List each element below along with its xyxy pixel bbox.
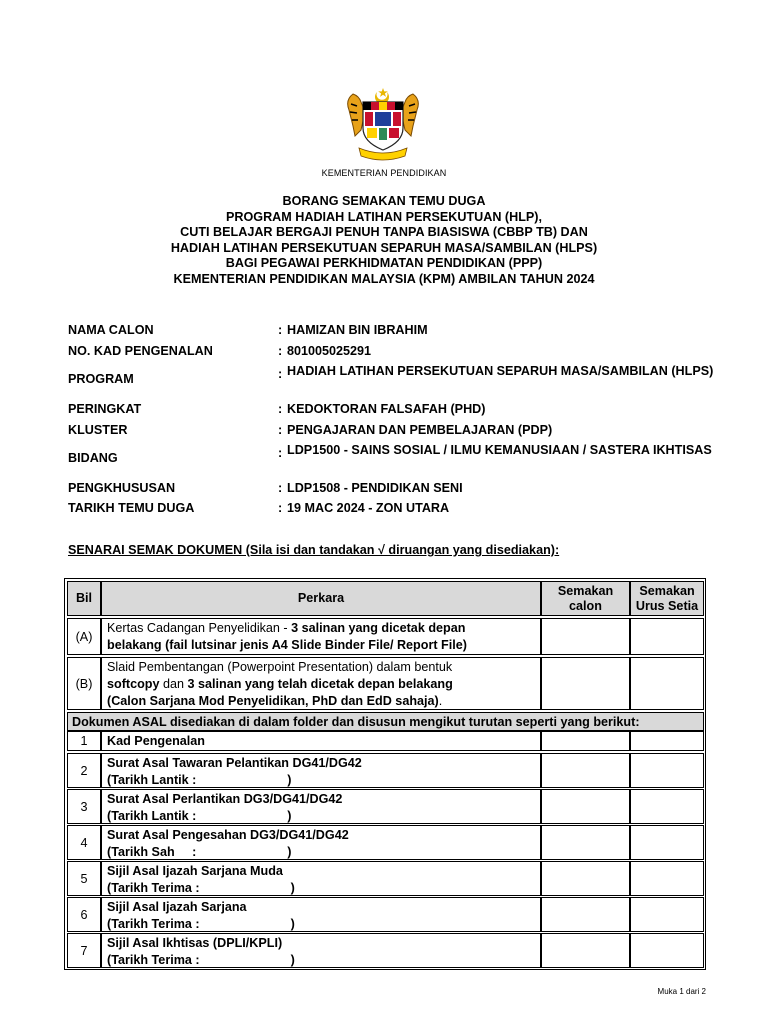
- spec-label: PENGKHUSUSAN: [68, 481, 176, 495]
- row-a-text-bold: 3 salinan yang dicetak depan: [291, 621, 466, 635]
- item-6-date-line: (Tarikh Terima : ): [107, 917, 295, 931]
- colon: :: [278, 323, 283, 337]
- row-a-semakan-calon-checkbox[interactable]: [541, 618, 630, 655]
- item-5-date-line: (Tarikh Terima : ): [107, 881, 295, 895]
- item-6-semakan-urus-setia-checkbox[interactable]: [630, 897, 704, 932]
- malaysia-coat-of-arms-icon: [341, 86, 425, 166]
- item-2-line1: Surat Asal Tawaran Pelantikan DG41/DG42: [107, 756, 362, 770]
- header-bil: Bil: [67, 581, 101, 616]
- field-value: LDP1500 - SAINS SOSIAL / ILMU KEMANUSIAAN / SASTERA IKHTISAS: [287, 443, 712, 457]
- item-7-semakan-urus-setia-checkbox[interactable]: [630, 933, 704, 968]
- row-b-dan: dan: [159, 677, 188, 691]
- item-3-semakan-calon-checkbox[interactable]: [541, 789, 630, 824]
- item-2-bil: 2: [67, 753, 101, 788]
- row-b-bil: (B): [67, 657, 101, 710]
- colon: :: [278, 446, 283, 460]
- checklist-table: [64, 578, 706, 970]
- item-4-description: [101, 825, 541, 860]
- item-1-semakan-calon-checkbox[interactable]: [541, 731, 630, 751]
- name-label: NAMA CALON: [68, 323, 154, 337]
- row-b-line1: Slaid Pembentangan (Powerpoint Presentation) dalam bentuk: [107, 660, 453, 674]
- cluster-label: KLUSTER: [68, 423, 128, 437]
- ic-label: NO. KAD PENGENALAN: [68, 344, 213, 358]
- header-perkara: Perkara: [101, 581, 541, 616]
- date-label: TARIKH TEMU DUGA: [68, 501, 195, 515]
- title-line: BORANG SEMAKAN TEMU DUGA: [282, 194, 486, 208]
- date-value: 19 MAC 2024 - ZON UTARA: [287, 501, 450, 515]
- item-6-description: [101, 897, 541, 932]
- item-4-date-line: (Tarikh Sah : ): [107, 845, 292, 859]
- spec-value: LDP1508 - PENDIDIKAN SENI: [287, 481, 463, 495]
- item-5-description: [101, 861, 541, 896]
- item-6-bil: 6: [67, 897, 101, 932]
- item-1-semakan-urus-setia-checkbox[interactable]: [630, 731, 704, 751]
- row-a-semakan-urus-setia-checkbox[interactable]: [630, 618, 704, 655]
- title-line: PROGRAM HADIAH LATIHAN PERSEKUTUAN (HLP),: [226, 209, 542, 224]
- header-semakan-calon: Semakan calon: [541, 581, 630, 616]
- form-title: [40, 194, 728, 287]
- item-2-date-line: (Tarikh Lantik : ): [107, 773, 292, 787]
- ic-value: 801005025291: [287, 344, 372, 358]
- colon: :: [278, 423, 283, 437]
- item-5-line1: Sijil Asal Ijazah Sarjana Muda: [107, 864, 283, 878]
- item-6-semakan-calon-checkbox[interactable]: [541, 897, 630, 932]
- colon: :: [278, 501, 283, 515]
- colon: :: [278, 367, 283, 381]
- item-3-line1: Surat Asal Perlantikan DG3/DG41/DG42: [107, 792, 343, 806]
- item-5-semakan-calon-checkbox[interactable]: [541, 861, 630, 896]
- header-semakan-urus-setia: Semakan Urus Setia: [630, 581, 704, 616]
- row-b-bold2: 3 salinan yang telah dicetak depan belakang: [187, 677, 453, 691]
- colon: :: [278, 402, 283, 416]
- item-1-bil: 1: [67, 731, 101, 751]
- item-7-bil: 7: [67, 933, 101, 968]
- item-4-semakan-calon-checkbox[interactable]: [541, 825, 630, 860]
- title-line: HADIAH LATIHAN PERSEKUTUAN SEPARUH MASA/SAMBILAN (HLPS): [170, 240, 598, 255]
- field-label: BIDANG: [68, 451, 118, 465]
- item-2-semakan-urus-setia-checkbox[interactable]: [630, 753, 704, 788]
- title-line: KEMENTERIAN PENDIDIKAN MALAYSIA (KPM) AMBILAN TAHUN 2024: [173, 271, 595, 286]
- row-a-text-plain: Kertas Cadangan Penyelidikan -: [107, 621, 292, 635]
- title-line: CUTI BELAJAR BERGAJI PENUH TANPA BIASISWA (CBBP TB) DAN: [180, 225, 588, 239]
- item-4-bil: 4: [67, 825, 101, 860]
- item-4-semakan-urus-setia-checkbox[interactable]: [630, 825, 704, 860]
- level-value: KEDOKTORAN FALSAFAH (PHD): [287, 402, 486, 416]
- item-5-bil: 5: [67, 861, 101, 896]
- item-4-line1: Surat Asal Pengesahan DG3/DG41/DG42: [107, 828, 349, 842]
- row-a-bil: (A): [67, 618, 101, 655]
- program-label: PROGRAM: [68, 372, 134, 386]
- row-a-text-bold-2: belakang (fail lutsinar jenis A4 Slide Binder File/ Report File): [107, 638, 467, 652]
- item-3-bil: 3: [67, 789, 101, 824]
- item-6-line1: Sijil Asal Ijazah Sarjana: [107, 900, 247, 914]
- item-7-date-line: (Tarikh Terima : ): [107, 953, 295, 967]
- row-a-description: [101, 618, 541, 655]
- row-b-bold3: (Calon Sarjana Mod Penyelidikan, PhD dan EdD sahaja): [107, 694, 439, 708]
- item-7-description: [101, 933, 541, 968]
- row-b-description: [101, 657, 541, 710]
- item-1-line1: Kad Pengenalan: [107, 734, 205, 748]
- item-1-description: [101, 731, 541, 751]
- row-b-semakan-calon-checkbox[interactable]: [541, 657, 630, 710]
- ministry-caption: KEMENTERIAN PENDIDIKAN: [321, 168, 447, 178]
- item-3-date-line: (Tarikh Lantik : ): [107, 809, 292, 823]
- name-value: HAMIZAN BIN IBRAHIM: [287, 323, 428, 337]
- program-value: HADIAH LATIHAN PERSEKUTUAN SEPARUH MASA/SAMBILAN (HLPS): [287, 364, 714, 378]
- item-2-description: [101, 753, 541, 788]
- item-3-semakan-urus-setia-checkbox[interactable]: [630, 789, 704, 824]
- item-7-semakan-calon-checkbox[interactable]: [541, 933, 630, 968]
- colon: :: [278, 344, 283, 358]
- row-b-semakan-urus-setia-checkbox[interactable]: [630, 657, 704, 710]
- item-5-semakan-urus-setia-checkbox[interactable]: [630, 861, 704, 896]
- row-b-dot: .: [438, 694, 443, 708]
- item-7-line1: Sijil Asal Ikhtisas (DPLI/KPLI): [107, 936, 283, 950]
- item-3-description: [101, 789, 541, 824]
- cluster-value: PENGAJARAN DAN PEMBELAJARAN (PDP): [287, 423, 553, 437]
- row-b-softcopy: softcopy: [107, 677, 160, 691]
- page-number: Muka 1 dari 2: [657, 987, 706, 996]
- colon: :: [278, 481, 283, 495]
- title-line: BAGI PEGAWAI PERKHIDMATAN PENDIDIKAN (PPP): [225, 256, 543, 270]
- item-2-semakan-calon-checkbox[interactable]: [541, 753, 630, 788]
- level-label: PERINGKAT: [68, 402, 142, 416]
- section-heading-original-docs: Dokumen ASAL disediakan di dalam folder dan disusun mengikut turutan seperti yang berikut:: [67, 712, 704, 731]
- checklist-heading: SENARAI SEMAK DOKUMEN (Sila isi dan tandakan √ diruangan yang disediakan):: [68, 543, 560, 557]
